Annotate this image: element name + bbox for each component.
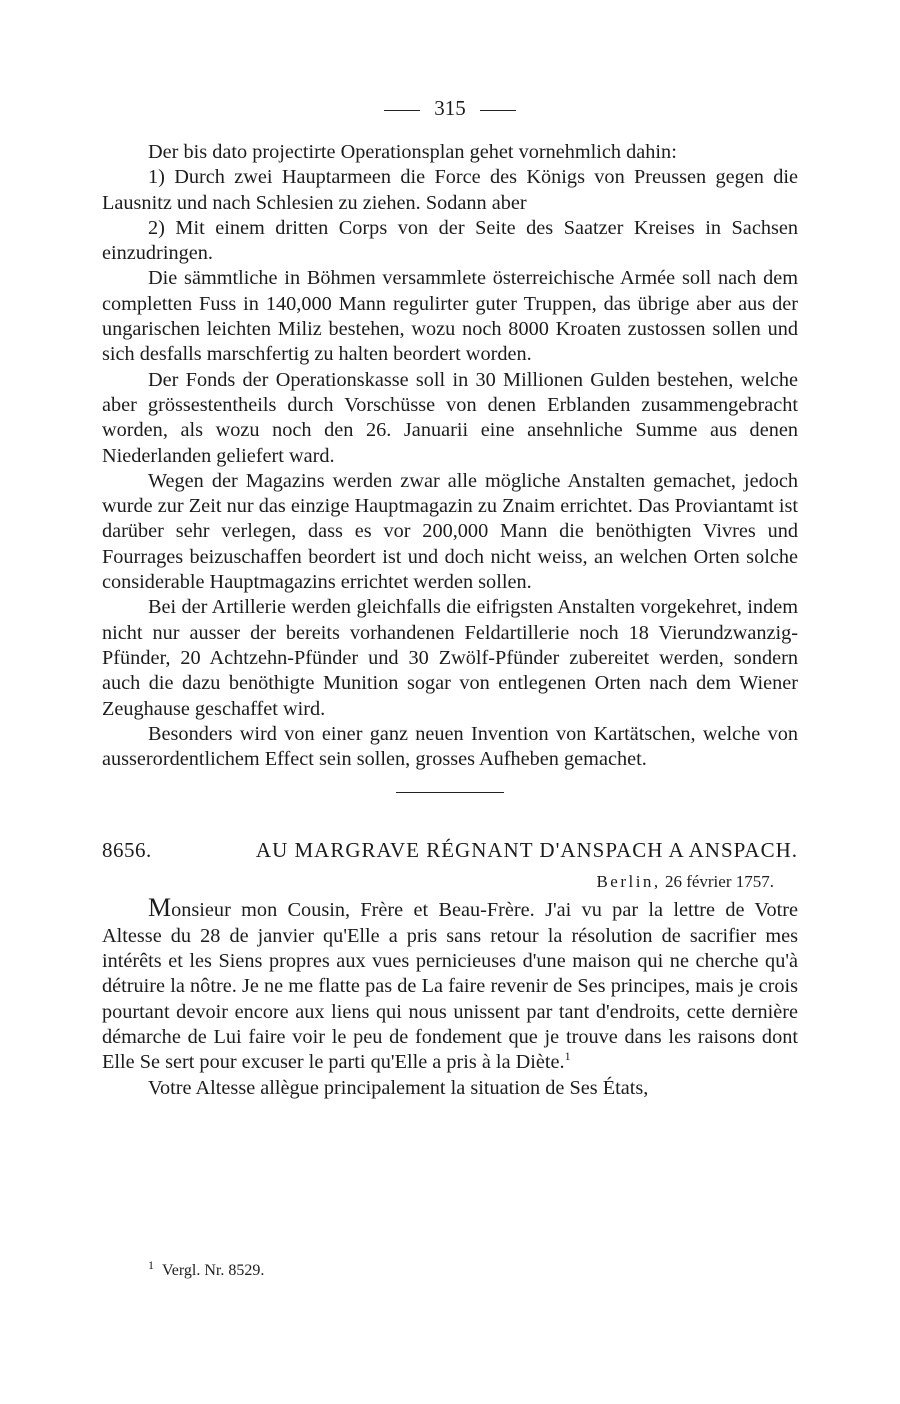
- letter-date: 26 février 1757.: [664, 872, 774, 892]
- page-header: [102, 88, 798, 128]
- letter-dateline: [102, 869, 798, 895]
- footnote-marker: 1: [564, 1049, 571, 1064]
- paragraph: 2) Mit einem dritten Corps von der Seite des Saatzer Kreises in Sachsen einzudringen.: [102, 216, 798, 265]
- letter-number: 8656.: [102, 838, 152, 863]
- paragraph: Die sämmtliche in Böhmen versammlete österreichische Armée soll nach dem completten Fuss in 140,000 Mann regulirter guter Truppen, das übrige aber aus der ungarischen leichten Miliz bestehen, wozu noch 8000 Kroaten zustossen sollen und sich desfalls marschfertig zu halten beordert worden.: [102, 267, 798, 366]
- header-dash-right: [480, 110, 516, 111]
- letter-text: [102, 895, 798, 1100]
- paragraph: Der Fonds der Operationskasse soll in 30 Millionen Gulden bestehen, welche aber grössestentheils durch Vorschüsse von denen Erblanden zusammengebracht worden, als wozu noch den 26. Januarii eine ansehnliche Summe aus denen Niederlanden geliefert ward.: [102, 368, 798, 467]
- footnote: [148, 1257, 265, 1282]
- report-text: [102, 140, 798, 772]
- page-body: [102, 88, 798, 1101]
- paragraph: Bei der Artillerie werden gleichfalls die eifrigsten Anstalten vorgekehret, indem nicht nur ausser der bereits vorhandenen Feldartillerie noch 18 Vierundzwanzig-Pfünder, 20 Achtzehn-Pfünder und 30 Zwölf-Pfünder zubereitet werden, sondern auch die dazu benöthigte Munition sogar von entlegenen Orten nach dem Wiener Zeughause geschaffet wird.: [102, 596, 798, 720]
- footnote-number: 1: [148, 1257, 154, 1272]
- salutation-initial: M: [148, 893, 172, 923]
- letter-paragraph: Votre Altesse allègue principalement la situation de Ses États,: [148, 1076, 649, 1099]
- footnote-text: Vergl. Nr. 8529.: [162, 1262, 265, 1279]
- paragraph: Der bis dato projectirte Operationsplan gehet vornehmlich dahin:: [148, 141, 677, 163]
- letter-body-first: onsieur mon Cousin, Frère et Beau-Frère. J'ai vu par la lettre de Votre Altesse du 28 de janvier qu'Elle a pris sans retour la résolution de sacrifier mes intérêts et les Siens propres aux vues pernicieuses d'une maison qui ne cherche qu'à détruire la nôtre. Je ne me flatte pas de La faire revenir de Ses principes, mais je crois pourtant devoir encore aux liens qui nous unissent par tant d'endroits, cette dernière démarche de Lui faire voir le peu de fondement que je trouve dans les raisons dont Elle Se sert pour excuser le parti qu'Elle a pris à la Diète.: [102, 899, 798, 1074]
- paragraph: 1) Durch zwei Hauptarmeen die Force des Königs von Preussen gegen die Lausnitz und nach Schlesien zu ziehen. Sodann aber: [102, 166, 798, 214]
- letter-place: Berlin,: [596, 872, 661, 892]
- letter-paragraph: [102, 895, 798, 1075]
- section-divider: [396, 792, 504, 793]
- letter-title: AU MARGRAVE RÉGNANT D'ANSPACH A ANSPACH.: [255, 838, 798, 863]
- paragraph: Wegen der Magazins werden zwar alle mögliche Anstalten gemachet, jedoch wurde zur Zeit nur das einzige Hauptmagazin zu Znaim errichtet. Das Proviantamt ist darüber sehr verlegen, dass es vor 200,000 Mann die benöthigten Vivres und Fourrages beizuschaffen beordert ist und doch nicht weiss, an welchen Orten solche considerable Hauptmagazins errichtet werden sollen.: [102, 469, 798, 594]
- paragraph: Besonders wird von einer ganz neuen Invention von Kartätschen, welche von ausserordentlichem Effect sein sollen, grosses Aufheben gemachet.: [102, 722, 798, 771]
- letter-heading: [102, 835, 798, 865]
- page-number: 315: [434, 96, 466, 120]
- header-dash-left: [384, 110, 420, 111]
